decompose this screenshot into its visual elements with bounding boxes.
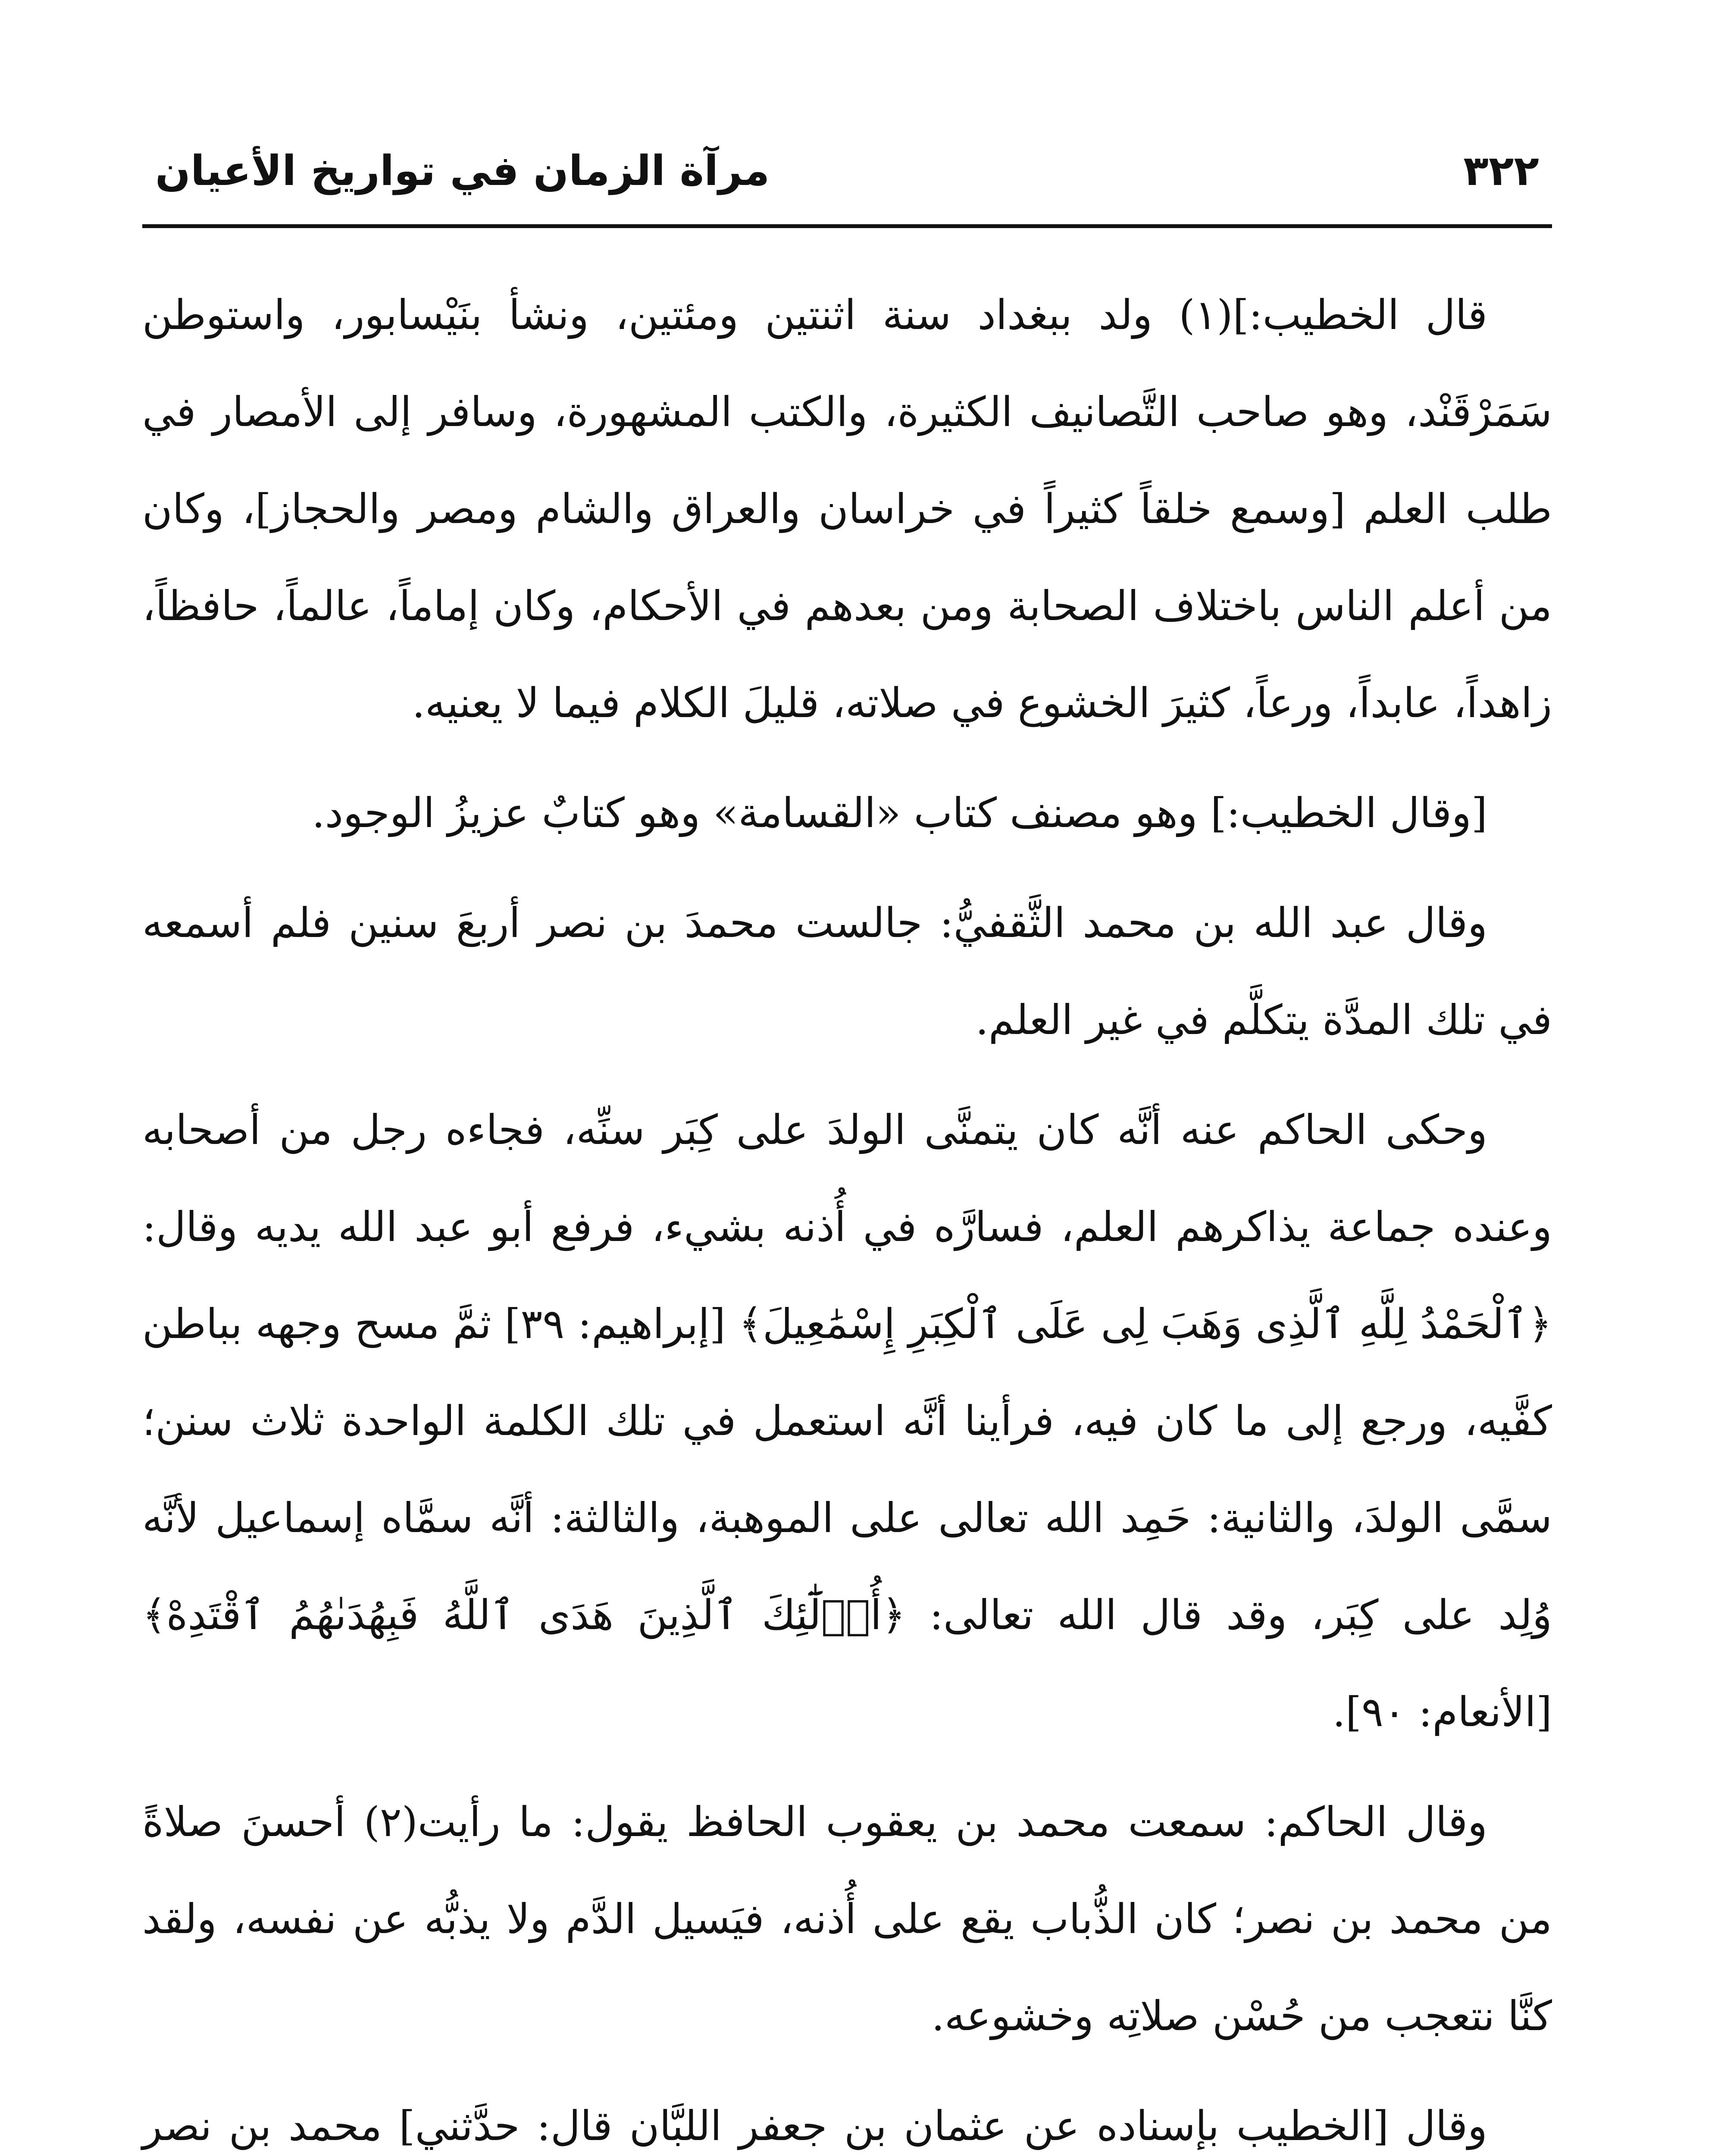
main-text xyxy=(142,267,1552,2156)
book-page xyxy=(142,129,1552,2156)
paragraph-hakim-prayer: وقال الحاكم: سمعت محمد بن يعقوب الحافظ يقول: ما رأيت(٢) أحسنَ صلاةً من محمد بن نصر؛ كان الذُّباب يقع على أُذنه، فيَسيل الدَّم ولا يذبُّه عن نفسه، ولقد كنَّا نتعجب من حُسْن صلاتِه وخشوعه. xyxy=(142,1799,1552,2040)
paragraph-hakim-son: وحكى الحاكم عنه أنَّه كان يتمنَّى الولدَ على كِبَر سنِّه، فجاءه رجل من أصحابه وعنده جماعة يذاكرهم العلم، فسارَّه في أُذنه بشيء، فرفع أبو عبد الله يديه وقال: ﴿ٱلْحَمْدُ لِلَّهِ ٱلَّذِى وَهَبَ لِى عَلَى ٱلْكِبَرِ إِسْمَٰعِيلَ﴾ [إبراهيم: ٣٩] ثمَّ مسح وجهه بباطن كفَّيه، ورجع إلى ما كان فيه، فرأينا أنَّه استعمل في تلك الكلمة الواحدة ثلاث سنن؛ سمَّى الولدَ، والثانية: حَمِد الله تعالى على الموهبة، والثالثة: أنَّه سمَّاه إسماعيل لأنَّه وُلِد على كِبَر، وقد قال الله تعالى: ﴿أُو۟لَٰٓئِكَ ٱلَّذِينَ هَدَى ٱللَّهُ فَبِهُدَىٰهُمُ ٱقْتَدِهْ﴾ [الأنعام: ٩٠]. xyxy=(142,1106,1552,1736)
paragraph-biography: قال الخطيب:](١) ولد ببغداد سنة اثنتين ومئتين، ونشأ بنَيْسابور، واستوطن سَمَرْقَنْد، وهو صاحب التَّصانيف الكثيرة، والكتب المشهورة، وسافر إلى الأمصار في طلب العلم [وسمع خلقاً كثيراً في خراسان والعراق والشام ومصر والحجاز]، وكان من أعلم الناس باختلاف الصحابة ومن بعدهم في الأحكام، وكان إماماً، عالماً، حافظاً، زاهداً، عابداً، ورعاً، كثيرَ الخشوع في صلاته، قليلَ الكلام فيما لا يعنيه. xyxy=(142,291,1552,727)
book-title: مرآة الزمان في تواريخ الأعيان xyxy=(155,147,770,195)
paragraph-voyage: وقال [الخطيب بإسناده عن عثمان بن جعفر اللبَّان قال: حدَّثني] محمد بن نصر xyxy=(142,2103,1487,2150)
page-number: ٣٢٢ xyxy=(1463,147,1539,195)
paragraph-thaqafi: وقال عبد الله بن محمد الثَّقفيُّ: جالست محمدَ بن نصر أربعَ سنين فلم أسمعه في تلك المدَّة يتكلَّم في غير العلم. xyxy=(142,899,1552,1044)
running-header xyxy=(142,129,1552,228)
paragraph-khatib-qasama: [وقال الخطيب:] وهو مصنف كتاب «القسامة» وهو كتابٌ عزيزُ الوجود. xyxy=(312,790,1487,837)
